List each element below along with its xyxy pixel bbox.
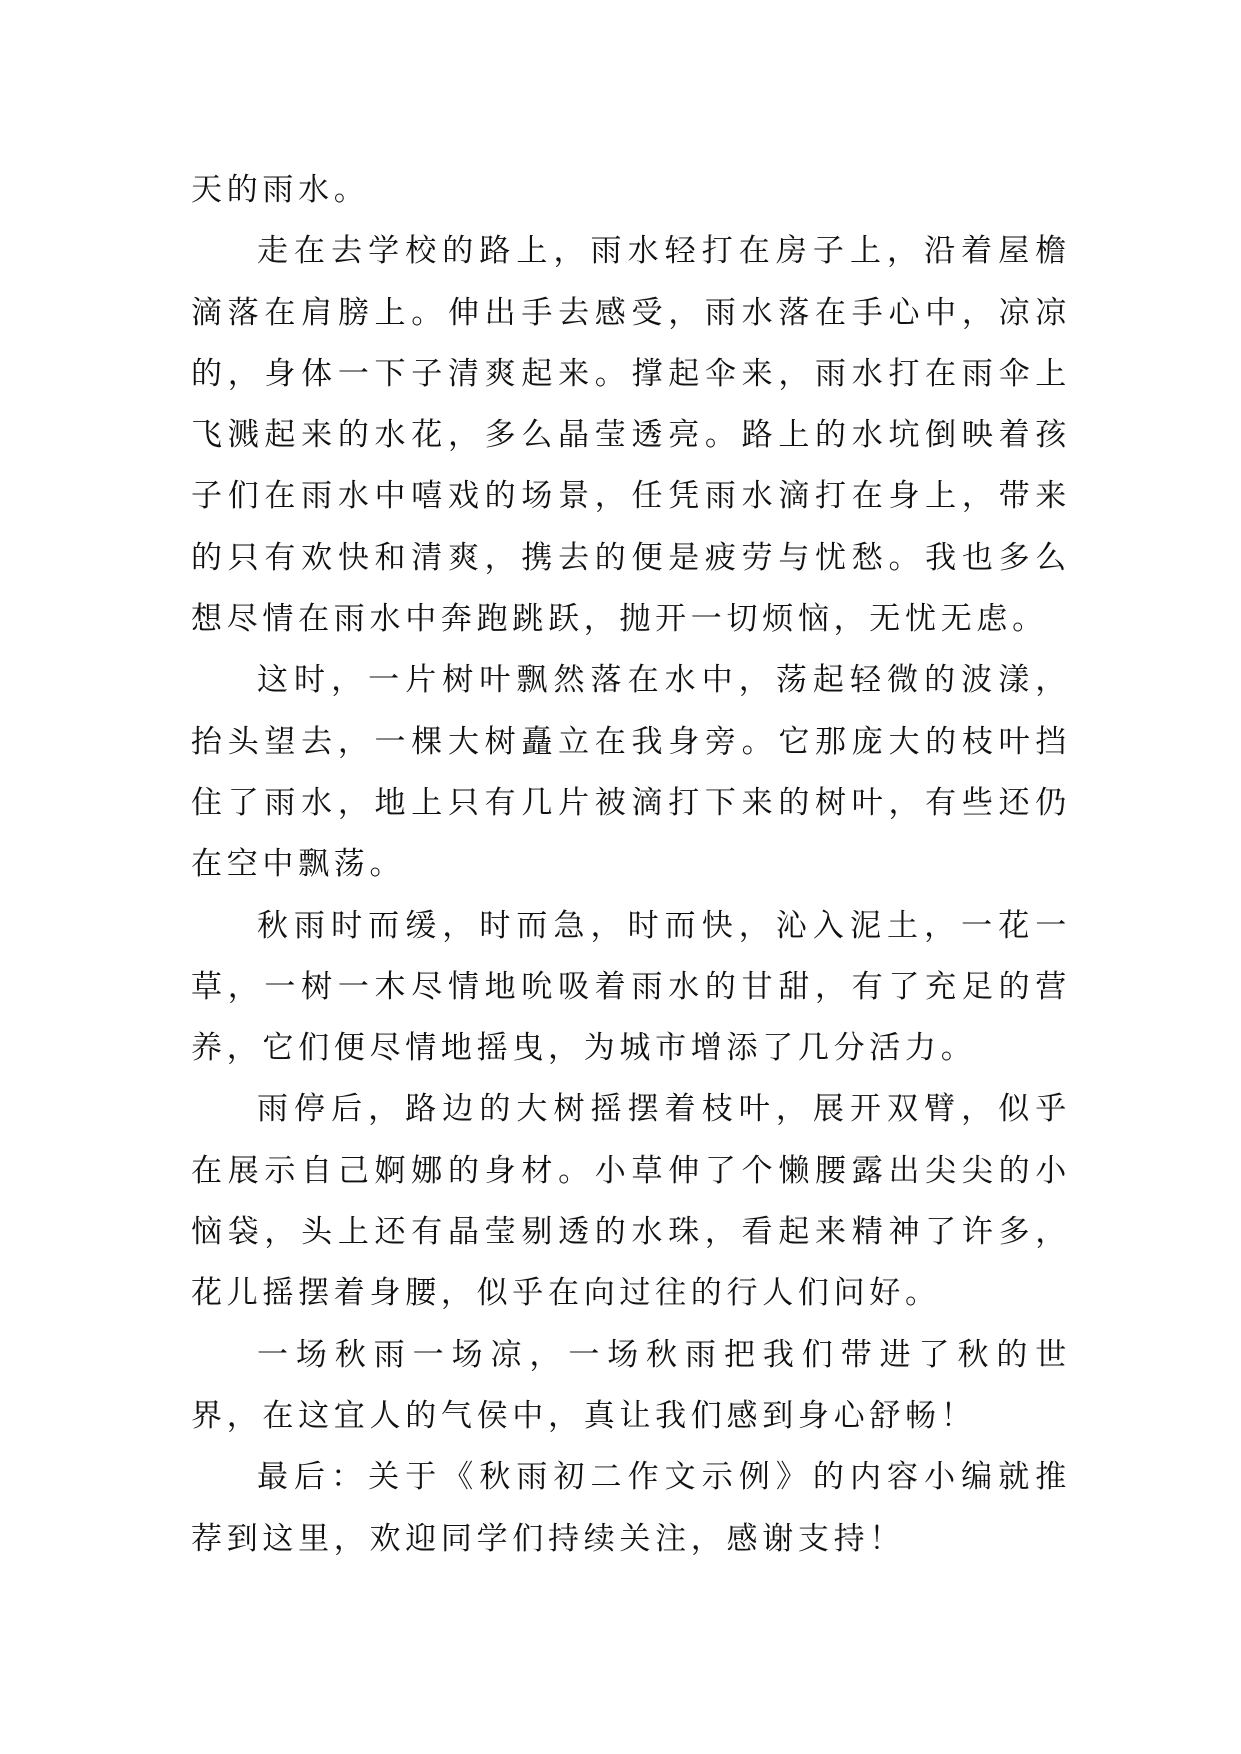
paragraph-autumn-rain: 秋雨时而缓，时而急，时而快，沁入泥土，一花一草，一树一木尽情地吮吸着雨水的甘甜，有了充足的营养，它们便尽情地摇曳，为城市增添了几分活力。 (191, 907, 1071, 1067)
essay-body (191, 160, 1071, 1570)
paragraph-continued: 天的雨水。 (191, 172, 370, 208)
paragraph-after-rain: 雨停后，路边的大树摇摆着枝叶，展开双臂，似乎在展示自己婀娜的身材。小草伸了个懒腰露出尖尖的小恼袋，头上还有晶莹剔透的水珠，看起来精神了许多，花儿摇摆着身腰，似乎在向过往的行人们问好。 (191, 1091, 1071, 1312)
paragraph-conclusion: 一场秋雨一场凉，一场秋雨把我们带进了秋的世界，在这宜人的气侯中，真让我们感到身心舒畅！ (191, 1336, 1071, 1434)
paragraph-falling-leaf: 这时，一片树叶飘然落在水中，荡起轻微的波漾，抬头望去，一棵大树矗立在我身旁。它那庞大的枝叶挡住了雨水，地上只有几片被滴打下来的树叶，有些还仍在空中飘荡。 (191, 662, 1071, 883)
paragraph-closing-note: 最后：关于《秋雨初二作文示例》的内容小编就推荐到这里，欢迎同学们持续关注，感谢支持！ (191, 1459, 1071, 1557)
paragraph-walk-to-school: 走在去学校的路上，雨水轻打在房子上，沿着屋檐滴落在肩膀上。伸出手去感受，雨水落在手心中，凉凉的，身体一下子清爽起来。撑起伞来，雨水打在雨伞上飞溅起来的水花，多么晶莹透亮。路上的水坑倒映着孩子们在雨水中嘻戏的场景，任凭雨水滴打在身上，带来的只有欢快和清爽，携去的便是疲劳与忧愁。我也多么想尽情在雨水中奔跑跳跃，抛开一切烦恼，无忧无虑。 (191, 233, 1071, 638)
